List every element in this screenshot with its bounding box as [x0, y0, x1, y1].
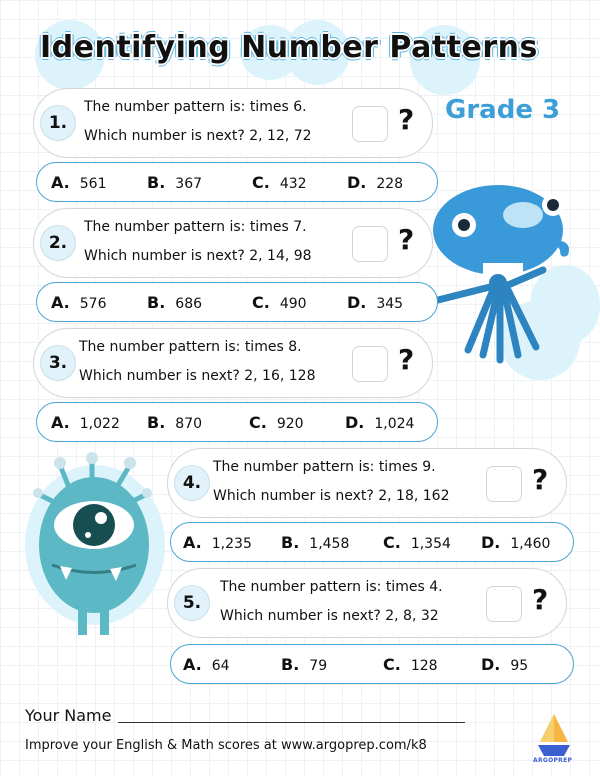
answer-options [170, 522, 574, 562]
option-d[interactable]: D. 345 [347, 293, 404, 312]
question-rule: The number pattern is: times 4. [220, 579, 443, 595]
question-prompt: Which number is next? 2, 12, 72 [84, 128, 312, 144]
option-c[interactable]: C. 920 [249, 413, 304, 432]
option-a[interactable]: A. 561 [51, 173, 107, 192]
answer-box[interactable] [352, 226, 388, 262]
answer-box[interactable] [352, 346, 388, 382]
question-pill [33, 328, 433, 398]
option-b[interactable]: B. 686 [147, 293, 203, 312]
question-mark-icon: ? [398, 223, 415, 256]
question-prompt: Which number is next? 2, 16, 128 [79, 368, 316, 384]
question-mark-icon: ? [532, 463, 549, 496]
argoprep-logo-icon [534, 712, 574, 762]
option-d[interactable]: D. 228 [347, 173, 404, 192]
option-a[interactable]: A. 1,235 [183, 533, 252, 552]
logo-text: ARGOPREP [533, 757, 573, 764]
question-pill [33, 208, 433, 278]
option-c[interactable]: C. 490 [252, 293, 307, 312]
question-number: 4. [174, 465, 210, 501]
your-name-label: Your Name [25, 706, 112, 725]
question-mark-icon: ? [398, 103, 415, 136]
grade-label: Grade 3 [445, 95, 561, 125]
question-number: 1. [40, 105, 76, 141]
question-rule: The number pattern is: times 6. [84, 99, 307, 115]
question-number: 5. [174, 585, 210, 621]
option-d[interactable]: D. 95 [481, 655, 529, 674]
option-a[interactable]: A. 1,022 [51, 413, 120, 432]
question-prompt: Which number is next? 2, 18, 162 [213, 488, 450, 504]
option-c[interactable]: C. 1,354 [383, 533, 451, 552]
question-mark-icon: ? [532, 583, 549, 616]
question-prompt: Which number is next? 2, 8, 32 [220, 608, 439, 624]
jellyfish-illustration [428, 175, 578, 365]
answer-options [170, 644, 574, 684]
question-number: 2. [40, 225, 76, 261]
option-a[interactable]: A. 64 [183, 655, 230, 674]
question-mark-icon: ? [398, 343, 415, 376]
question-prompt: Which number is next? 2, 14, 98 [84, 248, 312, 264]
option-c[interactable]: C. 128 [383, 655, 438, 674]
answer-box[interactable] [486, 466, 522, 502]
answer-options [36, 282, 438, 322]
question-rule: The number pattern is: times 8. [79, 339, 302, 355]
question-number: 3. [40, 345, 76, 381]
monster-illustration [30, 450, 160, 640]
question-rule: The number pattern is: times 9. [213, 459, 436, 475]
name-input-line[interactable] [118, 722, 465, 723]
page-title: Identifying Number Patterns [40, 30, 538, 65]
option-d[interactable]: D. 1,024 [345, 413, 415, 432]
question-pill [167, 448, 567, 518]
option-d[interactable]: D. 1,460 [481, 533, 551, 552]
promo-text: Improve your English & Math scores at www.argoprep.com/k8 [25, 738, 427, 753]
question-pill [167, 568, 567, 638]
question-pill [33, 88, 433, 158]
answer-box[interactable] [352, 106, 388, 142]
option-b[interactable]: B. 1,458 [281, 533, 350, 552]
answer-box[interactable] [486, 586, 522, 622]
option-b[interactable]: B. 367 [147, 173, 203, 192]
question-rule: The number pattern is: times 7. [84, 219, 307, 235]
option-a[interactable]: A. 576 [51, 293, 107, 312]
option-b[interactable]: B. 870 [147, 413, 203, 432]
option-c[interactable]: C. 432 [252, 173, 307, 192]
answer-options [36, 402, 438, 442]
answer-options [36, 162, 438, 202]
option-b[interactable]: B. 79 [281, 655, 328, 674]
